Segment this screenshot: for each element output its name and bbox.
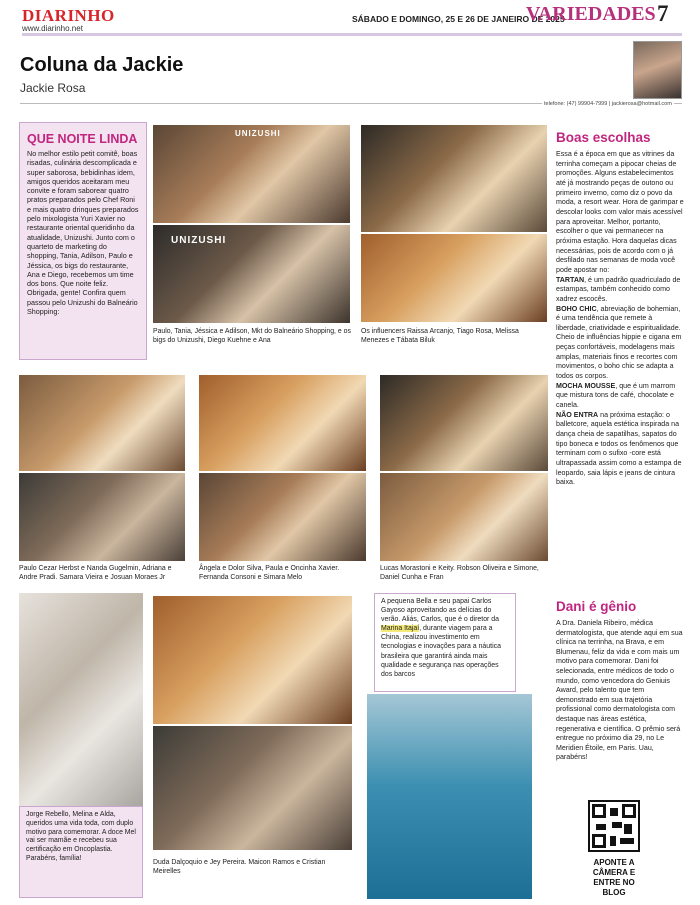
newspaper-logo: DIARINHO <box>22 6 115 25</box>
dani-heading: Dani é gênio <box>556 599 637 614</box>
photo-paulo-table <box>19 375 185 471</box>
boas-escolhas-intro: Essa é a época em que as vitrines da terrinha começam a pipocar cheias de promoções. Alguns estabelecimentos até já mostrando peças de outono ou primeiro inverno, como diz o povo da moda, a resort wear. Hora de garimpar e descolar looks com valor mais acessível para aproveitar. Melhor, portanto, escolher o que vai permanecer na próxima estação. Hora daquelas dicas necessárias, pois de acordo com o já desfilado nas semanas de moda você pode apostar no: <box>556 150 684 274</box>
qr-module <box>610 808 618 816</box>
photo-influencers-1 <box>361 125 547 232</box>
photo-robson-daniel <box>380 473 548 561</box>
caption-jorge: Jorge Rebello, Melina e Alda, queridos uma vida toda, com duplo motivo para comemorar. A doce Mel vai ser mamãe e recebeu sua certificação em Oncoplastia. Parabéns, família! <box>26 811 136 862</box>
caption-duda: Duda Dalçoquio e Jey Pereira. Maicon Ramos e Cristian Meirelles <box>153 859 326 875</box>
caption-box-bella <box>374 593 516 692</box>
photo-bella-pool <box>367 694 532 899</box>
page-number: 7 <box>657 1 669 26</box>
column-title: Coluna da Jackie <box>20 54 184 76</box>
bella-highlight: Marina Itajaí <box>381 625 420 633</box>
qr-module <box>596 824 606 830</box>
qr-module <box>620 838 634 844</box>
photo-jorge-family <box>19 593 143 806</box>
sidebar-que-noite-linda <box>19 122 147 360</box>
author-contact: telefone: (47) 99904-7999 | jackierosa@hotmail.com <box>544 101 672 107</box>
photo-lucas-table <box>380 375 548 471</box>
caption-box-jorge <box>19 806 143 898</box>
boas-escolhas-column <box>556 130 684 488</box>
photo-angela-table <box>199 375 366 471</box>
qr-module <box>610 836 616 846</box>
caption-lucas: Lucas Morastoni e Keity. Robson Oliveira e Simone, Daniel Cunha e Fran <box>380 565 539 581</box>
item-term-mocha: MOCHA MOUSSE <box>556 381 616 390</box>
section-name: VARIEDADES <box>526 3 656 25</box>
photo-samara-josuan <box>19 473 185 561</box>
qr-module <box>612 822 622 828</box>
edition-date: SÁBADO E DOMINGO, 25 E 26 DE JANEIRO DE 2025 <box>352 14 565 24</box>
item-text-nao-entra: na próxima estação: o balletcore, aquela estética inspirada na dança cheia de sapatilhas, sapatos do tipo boneca e todos os fenômenos que terminam com o sufixo -core está ultrapassada assim como a estampa de leopardo, saia lápis e jeans de cintura baixa. <box>556 410 682 487</box>
qr-finder-bl <box>592 834 606 848</box>
photo-restaurant-interior <box>153 225 350 323</box>
qr-module <box>624 824 632 834</box>
dani-text: A Dra. Daniela Ribeiro, médica dermatologista, que atende aqui em sua clínica na terrinha, na Brava, e em Blumenau, feliz da vida e com mais um motivo para comemorar. Dani foi selecionada, entre médicos de todo o mundo, como vencedora do Geniuis Award, pelo talento que tem demonstrado em sua trajetória profissional como dermatologista com destaque nas áreas estética, regenerativa e científica. O prêmio será entregue no próximo dia 29, no Le Meridien Étoile, em Paris. Uau, parabéns! <box>556 619 683 762</box>
item-term-boho: BOHO CHIC <box>556 304 597 313</box>
dani-column <box>556 599 684 763</box>
boas-escolhas-heading: Boas escolhas <box>556 130 651 145</box>
item-text-boho: , abreviação de bohemian, é uma tendência que remete à liberdade, criatividade e espiritualidade. Cheio de influências hippie e cigana em peças confortáveis, modelagens mais amplas, materiais finos e recortes com movimentos, o boho chic se adapta a todos os corpos. <box>556 304 682 381</box>
qr-cta: APONTE A CÂMERA E ENTRE NO BLOG <box>592 858 636 897</box>
author-avatar <box>633 41 682 99</box>
item-text-mocha: , que é um marrom que mistura tons de café, chocolate e canela. <box>556 381 676 410</box>
photo-group-shopping <box>153 125 350 223</box>
caption-group-shopping: Paulo, Tania, Jéssica e Adilson, Mkt do Balneário Shopping, e os bigs do Unizushi, Diego Kuehne e Ana <box>153 328 351 344</box>
item-term-nao-entra: NÃO ENTRA <box>556 410 599 419</box>
unizushi-sign: UNIZUSHI <box>235 129 281 138</box>
caption-angela: Ângela e Dolor Silva, Paula e Oncinha Xavier. Fernanda Consoni e Simara Melo <box>199 565 340 581</box>
photo-fernanda-simara <box>199 473 366 561</box>
qr-finder-tl <box>592 804 606 818</box>
bella-text-before: A pequena Bella e seu papai Carlos Gayoso aproveitando as delícias do verão. Aliás, Carlos, que é o diretor da <box>381 598 500 624</box>
photo-maicon-cristian <box>153 726 352 850</box>
caption-influencers: Os influencers Raissa Arcanjo, Tiago Rosa, Melissa Menezes e Tábata Biluk <box>361 328 519 344</box>
newspaper-url[interactable]: www.diarinho.net <box>22 24 83 33</box>
sidebar-heading: QUE NOITE LINDA <box>27 132 138 146</box>
masthead-rule <box>22 33 682 36</box>
item-text-tartan: , é um padrão quadriculado de estampas, também conhecido como xadrez escocês. <box>556 275 681 303</box>
item-term-tartan: TARTAN <box>556 275 585 284</box>
qr-finder-tr <box>622 804 636 818</box>
qr-code[interactable] <box>588 800 640 852</box>
caption-paulo: Paulo Cezar Herbst e Nanda Gugelmin, Adriana e Andre Pradi. Samara Vieira e Josuan Moraes Jr <box>19 565 172 581</box>
bella-text-after: , durante viagem para a China, realizou investimento em tecnologias e inovações para a náutica brasileira que garantirá ainda mais qualidade e segurança nas operações dos barcos <box>381 625 501 678</box>
unizushi-sign-large: UNIZUSHI <box>171 235 227 246</box>
caption-bella <box>381 597 509 679</box>
photo-influencers-2 <box>361 234 547 322</box>
boas-escolhas-text <box>556 150 684 488</box>
column-author: Jackie Rosa <box>20 81 86 95</box>
photo-duda-jey <box>153 596 352 724</box>
sidebar-text: No melhor estilo petit comitê, boas risadas, culinária descomplicada e super saborosa, bebidinhas idem, amigos queridos aceitaram meu convite e foram saborear quatro pratos preparados pelo Chef Roni e mais quatro drinques preparados pelo mixologista Yuri Xavier no restaurante oriental queridinho da atualidade, Unizushi. Junto com o quarteto de marketing do shopping, Tania, Adilson, Paulo e Jéssica, os bigs do restaurante, Ana e Diego, recebemos um time dos bons. Que noite feliz. Obrigada, gente! Confira quem passou pelo Unizushi do Balneário Shopping: <box>27 149 139 317</box>
